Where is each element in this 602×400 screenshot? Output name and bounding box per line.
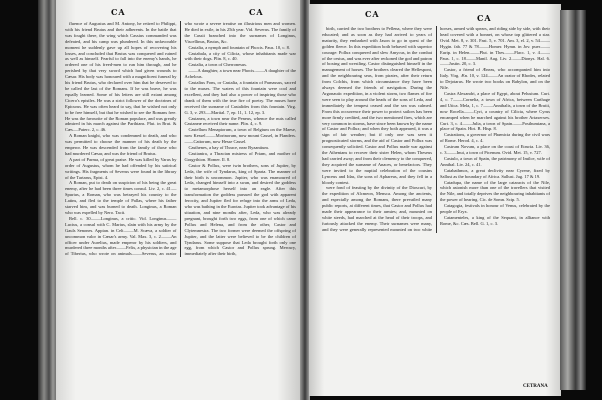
left-page <box>56 0 302 400</box>
left-page-column-1 <box>65 21 177 216</box>
book-left-edge <box>38 0 58 400</box>
right-page-text <box>322 26 550 233</box>
right-page-column-1 <box>322 26 432 185</box>
paragraph: Castalia, a town of Cherronesus. <box>188 62 247 68</box>
paragraph: Casthenes, a bay of Thrace, near Byzantium. <box>188 145 270 151</box>
paragraph: Catamenteles, a king of the Sequani, in alliance with Rome, &c. Cæs. Bell. G. 1, c. 3. <box>440 215 550 226</box>
right-page <box>309 4 561 396</box>
left-page-header-1: CA <box>111 7 126 17</box>
paragraph: A Roman, put to death on suspicion of his being the great enemy, after he had been three times consul. Liv. 2, c. 41.—Spurius, a Roman, who was betrayed his country to the Latins, and fled to the temple of Pallas, where his father starved him, and was burned to death. Longinus, a Roman who was expelled by Nero. Tacit. <box>65 180 177 215</box>
paragraph: fluence of Augustus and M. Antony, he retired to Philippi, with his friend Brutus and their adherents. In the battle that was fought there, the wing which Cassius commanded was defeated, and his camp was plundered. In this unfavorable moment he suddenly gave up all hopes of recovering his losses, and concluded that Brutus was conquered and ruined as well as himself. Fearful to fall into the enemy's hands, he ordered one of his freed-men to run him through, and he perished by that very sword which had given wounds to Cæsar. His body was honoured with a magnificent funeral by his friend Brutus, who declared over him that he deserved to be called the last of the Romans. If he was brave, he was equally learned. Some of his letters are still extant among Cicero's epistles. He was a strict follower of the doctrines of Epicurus. He was often heard to say, that he wished not only to be free himself, but that he wished to see the Romans free. He was the favourite of the Roman populace, and was greatly admired in his march against the Parthians. Plut. in Brut. & Cæs.—Paterc. 2, c. 46. <box>65 21 177 133</box>
paragraph: Catagogia, festivals in honour of Venus, celebrated by the people of Eryx. <box>440 203 550 215</box>
paragraph: Castrum Novum, a place on the coast of Etruria. Liv. 36, c. 3.——Inui, a town of Picenum. Ovid. Met. 15, v. 727. <box>440 144 550 156</box>
paragraph: Castra Alexandri, a place of Egypt, about Pelusium. Curt. 4, c. 7.——Cornelia, a town of Africa, between Carthage and Utica. Mela, 1, c. 7.——Annibalis, a town of the Brutii, now Rocella.——Cyri, a country of Cilicia, where Cyrus encamped when he marched against his brother Artaxerxes. Curt. 3, c. 4.——Julia, a town of Spain.——Posthumiana, a place of Spain. Hirt. B. Hisp. 8. <box>440 90 550 132</box>
paragraph: Castabala, a city of Cilicia, whose inhabitants made war with their dogs. Plin. 8, c. 40. <box>184 50 296 62</box>
paragraph: A Roman knight, who was condemned to death, and who was permitted to choose the manner of his death by the emperor. He was descended from the family of those who had murdered Cæsar, and was the friend of Brutus. <box>65 133 177 156</box>
paragraph: Castellum Menapiorum, a town of Belgium on the Maese, now Kessel.——Morinorum, now mount Cassel, in Flanders.——Cattorum, now Hesse Cassel. <box>184 127 296 145</box>
left-page-header-2: CA <box>249 7 264 17</box>
paragraph: Catabathmos, a great declivity near Cyrene, fixed by Sallust as the boundary of Africa. Sallust. Jug. 17 & 19. <box>440 167 550 179</box>
paragraph: Castrations, a governor of Phœnicia during the civil wars of Rome. Herod. 4, c. 4. <box>440 132 550 144</box>
right-page-header-2: CA <box>477 13 492 23</box>
paragraph: Castalius Fons, or Castalia, a fountain of Parnassus, sacred to the muses. The waters of this fountain were cool and excellent, and they had also a power of inspiring those who drank of them with the true fire of poetry. The muses have received the surname of Castalides from this fountain. Virg. G. 3, v. 293.—Martial. 7, ep. 11, 1. 12, ep. 3. <box>184 80 296 115</box>
paragraph: A part of Parma, of great praise. He was killed by Varus by order of Augustus, whom he had offended by his satirical writings. His fragments of Severus were found in the library of the Tartarus, Epist. 4. <box>65 156 177 180</box>
paragraph: ——A daughter, a town near Phocis.——A daughter of the Achelous. <box>184 68 296 80</box>
paragraph: Catadupa, the name of the large cataracts of the Nile, which astonish more than one of the travellers that visited the Nile, and totally deprives the neighbouring inhabitants of the power of hearing. Cic. de Somn. Scip. 5. <box>440 179 550 203</box>
paragraph: Castor, a friend of Æneas, who accompanied him into Italy. Virg. Æn. 10, v. 124.——An orator of Rhodes, related to Dejotarus. He wrote two books on Babylon, and on the Nile. <box>440 67 550 91</box>
paragraph: Castor & Pollux, were twin brothers, sons of Jupiter, by Leda, the wife of Tyndarus, king of Sparta. The manner of their birth is uncommon. Jupiter, who was enamoured of Leda, changed himself into a swan, and desired the goddess to metamorphose herself into an eagle. After this transformation the goddess pursued the god with apparent ferocity, and Jupiter fled for refuge into the arms of Leda, who was bathing in the Eurotas. Jupiter took advantage of his situation, and nine months after, Leda, who was already pregnant, brought forth two eggs, from one of which came Pollux and Helena, and from the other, Castor and Clytemnestra. The two former were deemed the offspring of Jupiter, and the latter were believed to be the children of Tyndarus. Some suppose that Leda brought forth only one egg, from which Castor and Pollux sprung. Mercury, immediately after their birth, <box>184 162 296 257</box>
left-page-text <box>65 21 296 257</box>
paragraph: Castanea, a town near the Peneus, whence the nuts called Castaneæ received their name. Plin. 4, c. 9. <box>184 115 296 127</box>
paragraph: Castianira, a Thracian mistress of Priam, and mother of Gorgythion. Homer. Il. 8. <box>184 150 296 162</box>
paragraph: Castulo, a town of Spain, the patrimony of Imilce, wife of Annibal. Liv. 24, c. 41. <box>440 155 550 167</box>
paragraph: were fond of feasting by the divinity of the Dioscuri, by the expedition of Alcmeon, Mensca. Among the ancients, and especially among the Romans, there prevailed many public reports, at different times, that Castor and Pollux had made their appearance to their armies; and, mounted on white steeds, had marched at the head of their troops, and furiously attacked the enemy. Their surnames were many, and they were generally represented mounted on two white horses, armed with spears, and riding side by side, with their head covered with a bonnet, on whose top glittered a star. Ovid. Met. 8, v. 301. Fast. 5, v. 701. Am. 3, el. 2, v. 54.——Hygin. fab. 77 & 78.——Homer. Hymn. in Jov. puer.——Eurip. in Helen.——Plut. in Thes.——Flacc. 1, v. 4.——Paus. 1, c. 18.——Manil. Aug. Liv. 2.——Dionys. Hal. 6.——Justin. 20, c. 3. <box>322 26 550 232</box>
paragraph: Bell. c. 30.——Longinus, a critic. Vid. Longinus.——Lucius, a consul with C. Marius, slain with his army by the Gauls Senones. Appian. in Celt.——M. Scæva, a soldier of uncommon valor in Cæsar's army. Val. Max. 3, c. 2.——An officer under Aurelius, made emperor by his soldiers, and murdered three months after.——Felix, a physician in the age of Tiberius, who wrote on animals.——Severus, an orator who wrote a severe treatise on illustrious men and women. He died in exile, in his 25th year. Vid. Severus. The family of the Cassii branched into the surnames of Longinus, Viscellinus, Brutus, &c. <box>65 21 296 257</box>
paragraph: Castalia, a nymph and fountain of Phocis. Paus. 10, c. 8. <box>188 44 290 50</box>
right-page-header-1: CA <box>365 9 380 19</box>
paragraph: birth, carried the two brothers to Pellena, where they were educated; and as soon as they had arrived to years of maturity, they embarked with Jason to go in quest of the golden fleece. In this expedition both behaved with superior courage: Pollux conquered and slew Amycus, in the combat of the cestus, and was ever after reckoned the god and patron of boxing and wrestling. Castor distinguished himself in the management of horses. The brothers cleared the Hellespont, and the neighbouring seas, from pirates, after their return from Colchis, from which circumstance they have been always deemed the friends of navigation. During the Argonautic expedition, in a violent storm, two flames of fire were seen to play around the heads of the sons of Leda, and immediately the tempest ceased and the sea was calmed. From this occurrence their power to protect sailors has been more firmly credited, and the two mentioned fires, which are very common in storms, have since been known by the name of Castor and Pollux; and when they both appeared, it was a sign of fair weather; but if only one was seen it prognosticated storms, and the aid of Castor and Pollux was consequently solicited. Castor and Pollux made war against the Athenians to recover their sister Helen, whom Theseus had carried away; and from their clemency to the conquered, they acquired the surname of Anaces, or benefactors. They were invited to the nuptial celebration of the cousins Lynceus and Idas, the sons of Aphareus, and they fell in a bloody contest. <box>322 26 432 185</box>
catchword: CETRANA <box>523 384 548 389</box>
book-right-edge <box>560 10 586 390</box>
